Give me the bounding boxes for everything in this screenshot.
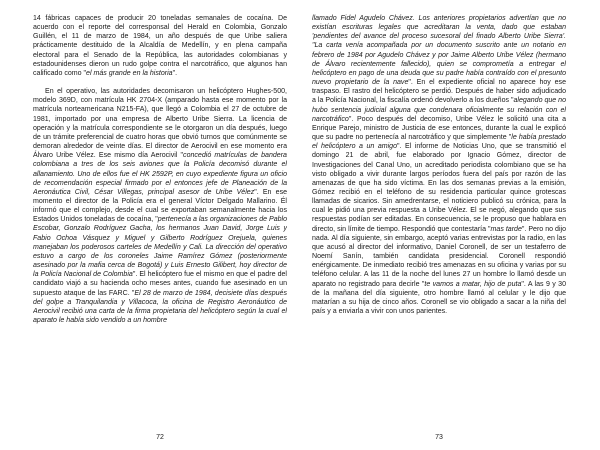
- text-run: ". Pero no dijo nada. Al día siguiente, sin embargo, aceptó varias entrevistas por la radio, en las que acusó al director del informativo, Daniel Coronell, de ser un testaferro de Noemí Sanín, también candidata presidencial. Coronell respondió enérgicamente. De inmediato recibió tres amenazas en su oficina y varias por su teléfono celular. A las 11 de la noche del lunes 27 un hombre lo llamó desde un aparato no registrado para decirle ": [312, 225, 566, 288]
- text-run: ". En el expediente oficial no aparece hoy ese traspaso. El rastro del helicóptero se perdió. Después de haber sido adjudicado a la Policía Nacional, la fiscalía ordenó devolverlo a los dueños ": [312, 79, 566, 105]
- paragraph: [312, 14, 566, 316]
- text-run: ".: [172, 69, 178, 77]
- italic-run: le había prestado el helicóptero a un amigo: [312, 134, 566, 151]
- italic-run: llamado Fidel Agudelo Chávez. Los anteriores propietarios advertían que no existían escrituras legales que acreditaran la venta, dado que estaban 'pendientes del avance del proceso sucesoral del finado Alberto Uribe Sierra'. "La carta venía acompañada por un documento suscrito ante un notario en febrero de 1984 por Agudelo Chávez y por Jaime Alberto Uribe Vélez (hermano de Álvaro recientemente fallecido), quien se comprometía a entregar el helicóptero en pago de una deuda que su padre había contraído con el presunto nuevo propietario de la nave: [312, 15, 566, 87]
- italic-run: concedió matrículas de bandera colombiana a tres de los seis aviones que la Policía decomisó durante el allanamiento. Uno de ellos fue el HK 2592P, en cuyo expediente figura un oficio de recomendación especial firmado por el entonces jefe de Planeación de la Aeronáutica Civil, César Villegas, principal asesor de Uribe Vélez: [33, 152, 287, 196]
- text-run: ". En ese momento el director de la Policía era el general Víctor Delgado Mallarino. Él informó que el complejo, desde el cual se exportaban semanalmente hacia los Estados Unidos toneladas de cocaína, ": [33, 188, 287, 224]
- page-number-left: 72: [156, 434, 164, 441]
- text-run: ". El informe de Noticias Uno, que se transmitió el domingo 21 de abril, fue elaborado por Ignacio Gómez, director de Investigaciones del Canal Uno, un acreditado periodista colombiano que se ha visto obligado a vivir durante largos períodos fuera del país por razón de las amenazas de que ha sido víctima. En las dos semanas previas a la emisión, Gómez recibió en el teléfono de su residencia particular quince grotescas llamadas de sicarios. Sin amedrentarse, el noticiero publicó su crónica, para la cual le pidió una previa respuesta a Uribe Vélez. El se negó, alegando que sus respuestas podían ser editadas. En consecuencia, se le propuso que hablara en directo, sin límite de tiempo. Respondió que contestaría ": [312, 143, 566, 233]
- paragraph: [33, 14, 287, 78]
- text-run: 14 fábricas capaces de producir 20 toneladas semanales de cocaína. De acuerdo con el reporte del corresponsal del Herald en Colombia, Gonzalo Guillén, el 11 de marzo de 1984, un año después de que Uribe saliera prácticamente destituido de la Alcaldía de Medellín, y en plena campaña electoral para el Senado de la República, las autoridades colombianas y estadounidenses dieron un rudo golpe contra el narcotráfico, que algunos han calificado como ": [33, 15, 287, 77]
- text-run: En el operativo, las autoridades decomisaron un helicóptero Hughes-500, modelo 369D, con matrícula HK 2704-X (amparado hasta ese momento por la matrícula norteamericana N215-FA), que llegó a Colombia el 27 de octubre de 1981, importado por una empresa de Alberto Uribe Sierra. La licencia de operación y la matrícula correspondiente se le otorgaron un día después, luego de un trámite preferencial de cuatro horas que obvió turnos que comúnmente se demoran alrededor de veinte días. El director de Aerocivil en ese momento era Álvaro Uribe Vélez. Ese mismo día Aerocivil ": [33, 88, 287, 160]
- left-page: [33, 14, 287, 426]
- italic-run: mas tarde: [490, 225, 522, 233]
- text-run: ". A las 9 y 30 de la mañana del día siguiente, otro hombre llamó al celular y le dijo que matarían a su hija de cinco años. Coronell se vio obligado a sacar a la niña del país y a enviarla a vivir con unos parientes.: [312, 280, 566, 315]
- page-number-right: 73: [435, 434, 443, 441]
- italic-run: alegando que no hubo sentencia judicial alguna que condenara oficialmente su relación con el narcotráfico: [312, 97, 566, 123]
- italic-run: te vamos a matar, hijo de puta: [424, 280, 522, 288]
- italic-run: El 28 de marzo de 1984, decisiete días después del golpe a Tranquilandia y Villacoca, la oficina de Registro Aeronáutico de Aerocivil recibió una carta de la firma propietaria del helicóptero según la cual el aparato le había sido vendido a un hombre: [33, 289, 287, 324]
- right-page: [312, 14, 566, 426]
- text-run: ". El helicóptero fue el mismo en que el padre del candidato viajó a su hacienda ocho meses antes, cuando fue asesinado en un supuesto ataque de las FARC. ": [33, 271, 287, 297]
- italic-run: el más grande en la historia: [86, 69, 173, 77]
- text-run: ". Poco después del decomiso, Uribe Vélez le solicitó una cita a Enrique Parejo, ministro de Justicia de ese entonces, durante la cual le explicó que su padre no pertenecía al narcotráfico y que simplemente ": [312, 115, 566, 142]
- italic-run: pertenecía a las organizaciones de Pablo Escobar, Gonzalo Rodríguez Gacha, los hermanos Juan David, Jorge Luis y Fabio Ochoa Vásquez y Miguel y Gilberto Rodríguez Orejuela, quienes manejaban los poderosos carteles de Medellín y Cali. La dirección del operativo estuvo a cargo de los coroneles Jaime Ramírez Gómez (posteriormente asesinado por la mafia cerca de Bogotá) y Luis Ernesto Gilibert, hoy director de la Policía Nacional de Colombia: [33, 216, 287, 279]
- paragraph: [33, 87, 287, 325]
